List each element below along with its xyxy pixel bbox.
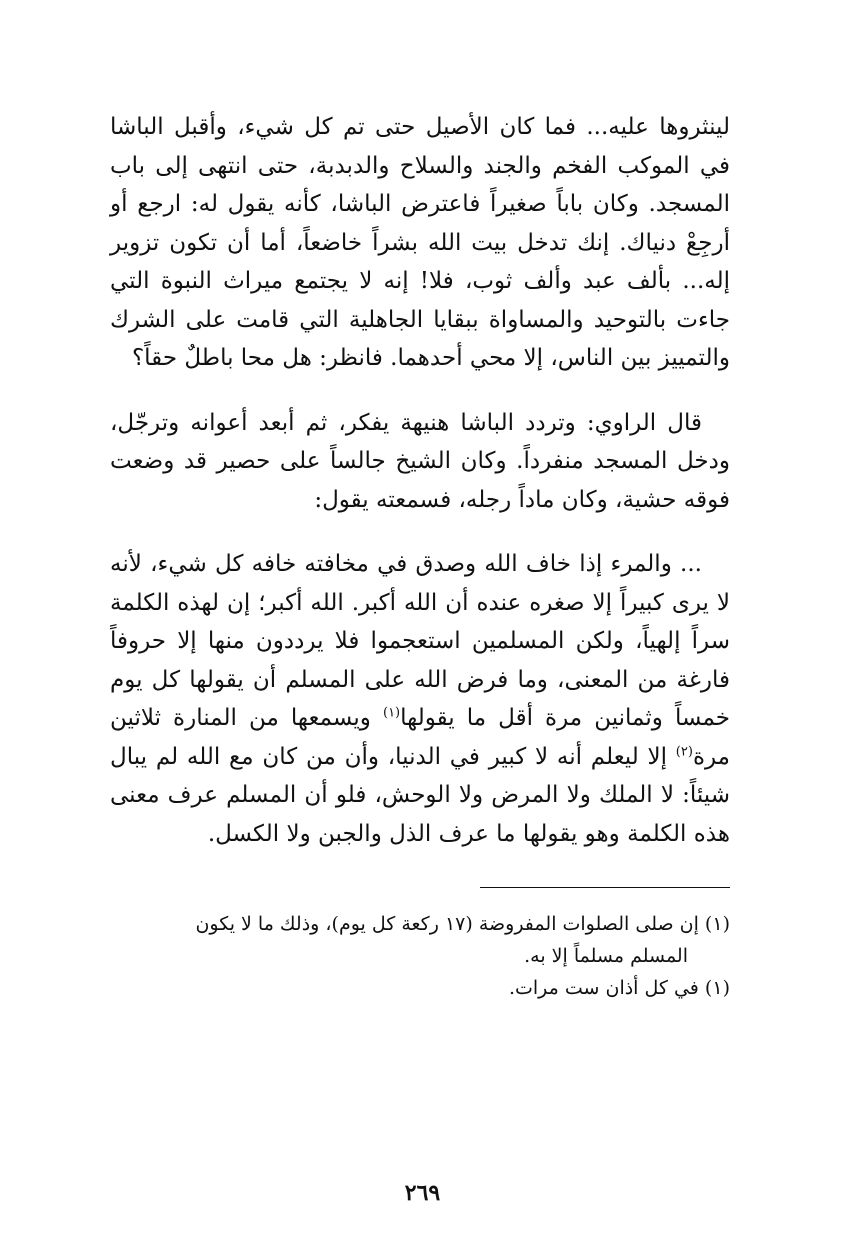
- paragraph-1: لينثروها عليه... فما كان الأصيل حتى تم كل شيء، وأقبل الباشا في الموكب الفخم والجند والسلاح والدبدبة، حتى انتهى إلى باب المسجد. وكان باباً صغيراً فاعترض الباشا، كأنه يقول له: ارجع أو أرجِعْ دنياك. إنك تدخل بيت الله بشراً خاضعاً، أما أن تكون تزوير إله... بألف عبد وألف ثوب، فلا! إنه لا يجتمع ميراث النبوة التي جاءت بالتوحيد والمساواة ببقايا الجاهلية التي قامت على الشرك والتمييز بين الناس، إلا محي أحدهما. فانظر: هل محا باطلٌ حقاً؟: [110, 114, 730, 371]
- footnote-2: [110, 972, 730, 1004]
- footnote-ref-1: (١): [382, 705, 401, 721]
- footnote-1: [110, 908, 730, 972]
- footnote-ref-2: (٢): [675, 743, 693, 759]
- paragraph-3-part-1: ... والمرء إذا خاف الله وصدق في مخافته خافه كل شيء، لأنه لا يرى كبيراً إلا صغره عنده أن الله أكبر. الله أكبر؛ إن لهذه الكلمة سراً إلهياً، ولكن المسلمين استعجموا فلا يرددون منها إلا حروفاً فارغة من المعنى، وما فرض الله على المسلم أن يقولها كل يوم خمساً وثمانين مرة أقل ما يقولها: [110, 551, 730, 731]
- footnote-1-line-2: المسلم مسلماً إلا به.: [524, 945, 688, 967]
- paragraph-3-part-2: ويسمعها من المنارة ثلاثين مرة: [110, 705, 730, 770]
- footnote-2-line-1: (١) في كل أذان ست مرات.: [508, 977, 730, 999]
- page-body: [110, 108, 730, 1004]
- paragraph-3-part-3: إلا ليعلم أنه لا كبير في الدنيا، وأن من كان مع الله لم يبال شيئاً: لا الملك ولا المرض ولا الوحش، فلو أن المسلم عرف معنى هذه الكلمة وهو يقولها ما عرف الذل والجبن ولا الكسل.: [110, 743, 730, 847]
- footnote-separator: [480, 887, 730, 888]
- footnote-separator-wrap: [110, 853, 730, 908]
- paragraph-3: [110, 545, 730, 853]
- paragraph-2: قال الراوي: وتردد الباشا هنيهة يفكر، ثم أبعد أعوانه وترجّل، ودخل المسجد منفرداً. وكان الشيخ جالساً على حصير قد وضعت فوقه حشية، وكان ماداً رجله، فسمعته يقول:: [110, 409, 730, 513]
- page-number: ٢٦٩: [404, 1180, 441, 1206]
- footnote-1-line-1: (١) إن صلى الصلوات المفروضة (١٧ ركعة كل يوم)، وذلك ما لا يكون: [195, 913, 730, 935]
